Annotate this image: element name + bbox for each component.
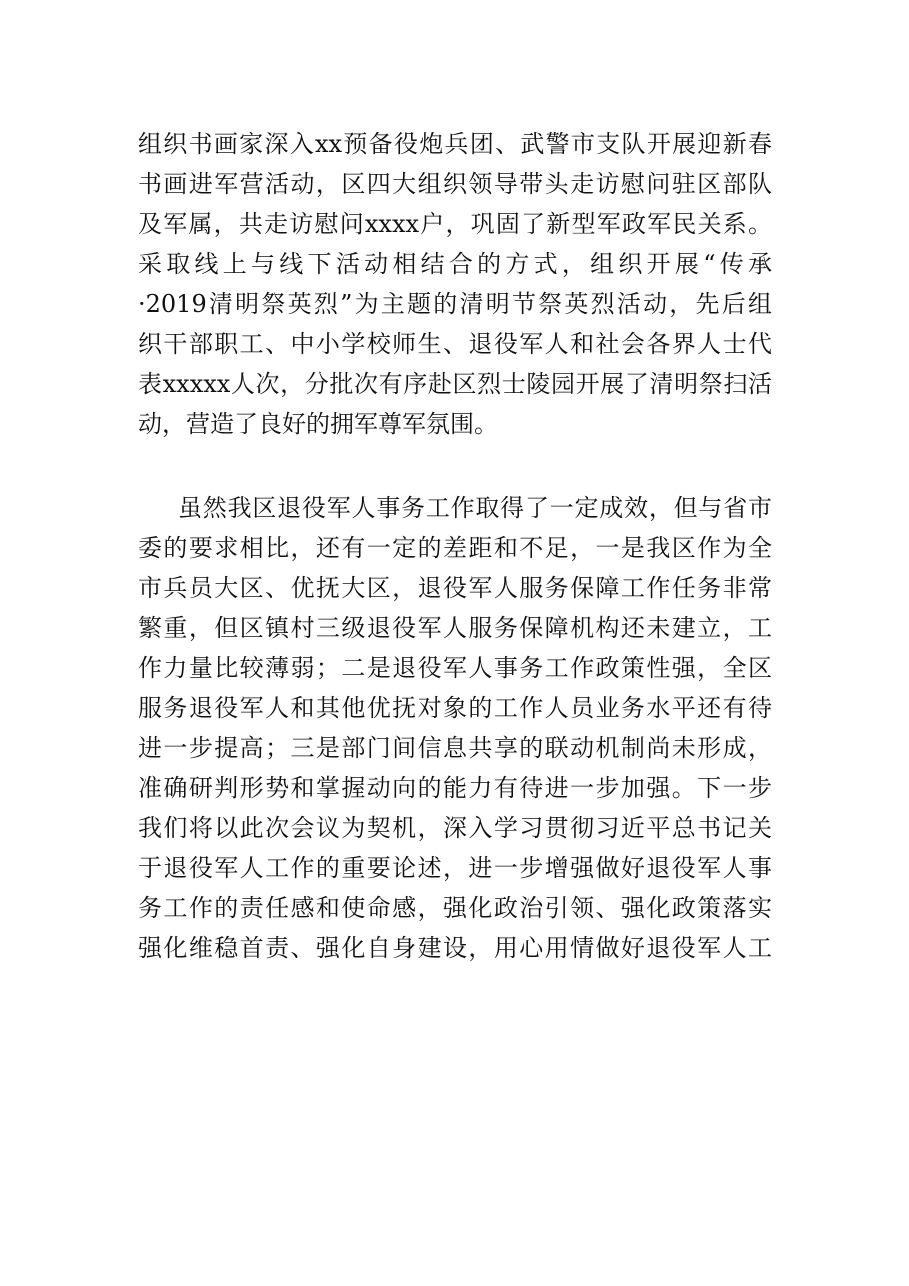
paragraph-1-line-6: 织干部职工、中小学校师生、退役军人和社会各界人士代 xyxy=(138,330,772,358)
paragraph-2-line-8: 准确研判形势和掌握动向的能力有待进一步加强。下一步 xyxy=(138,774,772,802)
paragraph-2-line-10: 于退役军人工作的重要论述，进一步增强做好退役军人事 xyxy=(138,854,772,882)
paragraph-2-line-5: 作力量比较薄弱；二是退役军人事务工作政策性强，全区 xyxy=(138,654,772,682)
paragraph-2-line-3: 市兵员大区、优抚大区，退役军人服务保障工作任务非常 xyxy=(138,574,772,602)
paragraph-1-line-2: 书画进军营活动，区四大组织领导带头走访慰问驻区部队 xyxy=(138,170,772,198)
paragraph-1-line-4: 采取线上与线下活动相结合的方式，组织开展“传承 xyxy=(138,250,772,278)
paragraph-2-line-7: 进一步提高；三是部门间信息共享的联动机制尚未形成， xyxy=(138,734,772,762)
paragraph-2-line-4: 繁重，但区镇村三级退役军人服务保障机构还未建立，工 xyxy=(138,614,772,642)
paragraph-2-line-11: 务工作的责任感和使命感，强化政治引领、强化政策落实 xyxy=(138,894,772,922)
paragraph-1-line-5: ·2019清明祭英烈”为主题的清明节祭英烈活动，先后组 xyxy=(138,290,772,318)
paragraph-1-line-3: 及军属，共走访慰问xxxx户，巩固了新型军政军民关系。 xyxy=(138,210,772,238)
paragraph-1-line-1: 组织书画家深入xx预备役炮兵团、武警市支队开展迎新春 xyxy=(138,130,772,158)
paragraph-2-line-6: 服务退役军人和其他优抚对象的工作人员业务水平还有待 xyxy=(138,694,772,722)
paragraph-2-line-1: 虽然我区退役军人事务工作取得了一定成效，但与省市 xyxy=(178,494,772,522)
paragraph-2-line-9: 我们将以此次会议为契机，深入学习贯彻习近平总书记关 xyxy=(138,814,772,842)
paragraph-1-line-8: 动，营造了良好的拥军尊军氛围。 xyxy=(138,410,498,438)
paragraph-2-line-12: 强化维稳首责、强化自身建设，用心用情做好退役军人工 xyxy=(138,934,772,962)
paragraph-1-line-7: 表xxxxx人次，分批次有序赴区烈士陵园开展了清明祭扫活 xyxy=(138,370,772,398)
paragraph-2-line-2: 委的要求相比，还有一定的差距和不足，一是我区作为全 xyxy=(138,534,772,562)
